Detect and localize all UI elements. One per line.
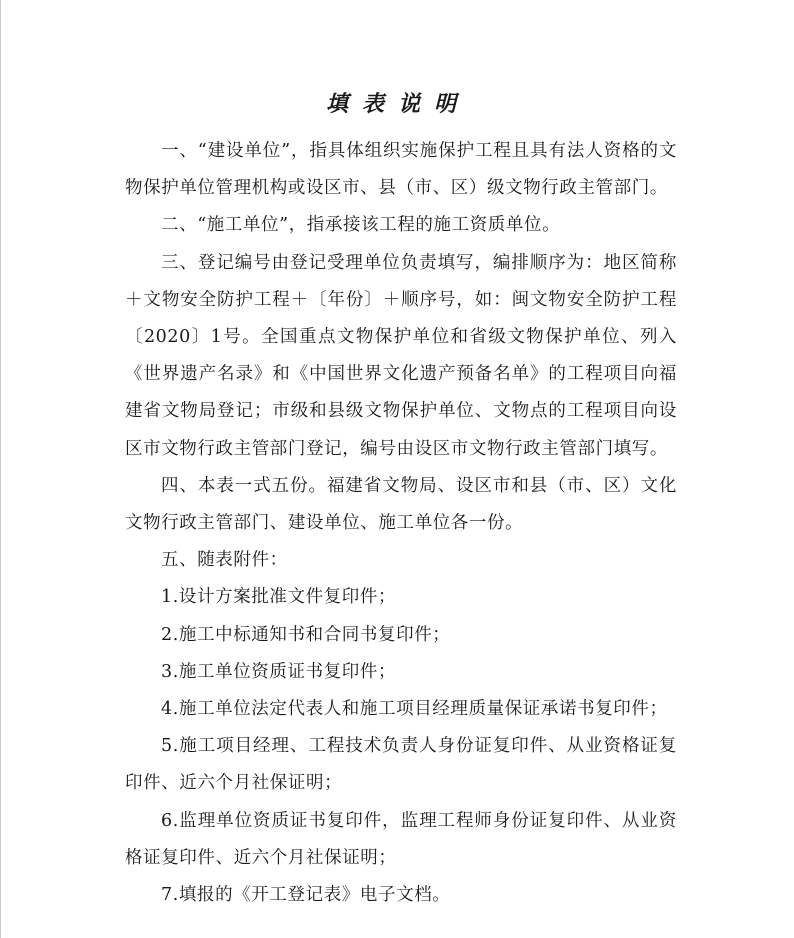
instruction-paragraph-1: 一、“建设单位”，指具体组织实施保护工程且具有法人资格的文物保护单位管理机构或设区市、县（市、区）级文物行政主管部门。 — [125, 141, 677, 199]
instruction-paragraph-3: 三、登记编号由登记受理单位负责填写，编排顺序为：地区简称＋文物安全防护工程＋〔年份〕＋顺序号，如：闽文物安全防护工程〔2020〕1号。全国重点文物保护单位和省级文物保护单位、列入《世界遗产名录》和《中国世界文化遗产预备名单》的工程项目向福建省文物局登记；市级和县级文物保护单位、文物点的工程项目向设区市文物行政主管部门登记，编号由设区市文物行政主管部门填写。 — [125, 252, 677, 459]
attachments-heading: 五、随表附件： — [161, 550, 288, 571]
instructions-body — [125, 133, 677, 914]
instruction-paragraph-2: 二、“施工单位”，指承接该工程的施工资质单位。 — [161, 215, 561, 236]
attachment-item-5: 5.施工项目经理、工程技术负责人身份证复印件、从业资格证复印件、近六个月社保证明； — [125, 736, 677, 794]
attachment-item-7: 7.填报的《开工登记表》电子文档。 — [161, 885, 451, 906]
attachment-item-1: 1.设计方案批准文件复印件； — [161, 587, 397, 608]
attachment-item-6: 6.监理单位资质证书复印件，监理工程师身份证复印件、从业资格证复印件、近六个月社保证明； — [125, 810, 677, 868]
attachment-item-3: 3.施工单位资质证书复印件； — [161, 661, 397, 682]
attachment-item-2: 2.施工中标通知书和合同书复印件； — [161, 624, 451, 645]
attachment-item-4: 4.施工单位法定代表人和施工项目经理质量保证承诺书复印件； — [161, 699, 668, 720]
page-title: 填表说明 — [325, 91, 470, 117]
instruction-paragraph-4: 四、本表一式五份。福建省文物局、设区市和县（市、区）文化文物行政主管部门、建设单位、施工单位各一份。 — [125, 475, 677, 534]
